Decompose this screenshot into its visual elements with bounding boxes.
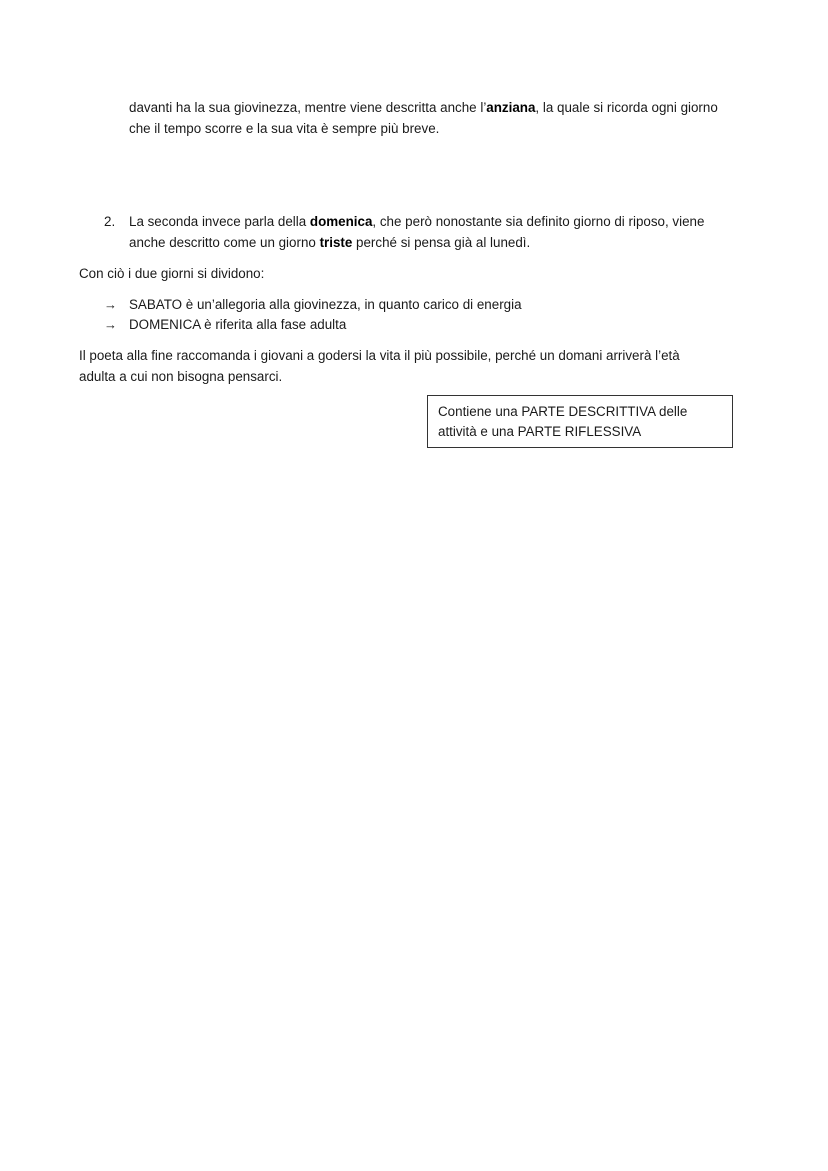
intro-text: Con ciò i due giorni si dividono: [79,266,265,281]
text-run: , che però nonostante sia definito giorno di riposo, viene [372,214,705,229]
text-run: anche descritto come un giorno [129,235,320,250]
bold-term: triste [319,235,353,250]
bold-term: domenica [309,214,373,229]
list-number: 2. [104,214,116,229]
bold-term: anziana [486,100,536,115]
text-run: La seconda invece parla della [129,214,310,229]
bullet-item: SABATO è un’allegoria alla giovinezza, in quanto carico di energia [129,297,522,312]
text-run: davanti ha la sua giovinezza, mentre viene descritta anche l’ [129,100,487,115]
bullet-item: DOMENICA è riferita alla fase adulta [129,317,347,332]
note-line: Contiene una PARTE DESCRITTIVA delle [438,404,688,419]
paragraph-line: Il poeta alla fine raccomanda i giovani a godersi la vita il più possibile, perché un domani arriverà l’età [79,348,680,363]
paragraph-line [129,98,718,118]
arrow-right-icon: → [104,297,117,312]
note-line: attività e una PARTE RIFLESSIVA [438,424,642,439]
note-box [427,395,733,448]
text-run: , la quale si ricorda ogni giorno [535,100,718,115]
paragraph-line: che il tempo scorre e la sua vita è sempre più breve. [129,121,440,136]
paragraph-line: adulta a cui non bisogna pensarci. [79,369,283,384]
text-run: perché si pensa già al lunedì. [352,235,531,250]
list-item-line [129,212,704,232]
arrow-right-icon: → [104,317,117,332]
list-item-line [129,233,530,253]
